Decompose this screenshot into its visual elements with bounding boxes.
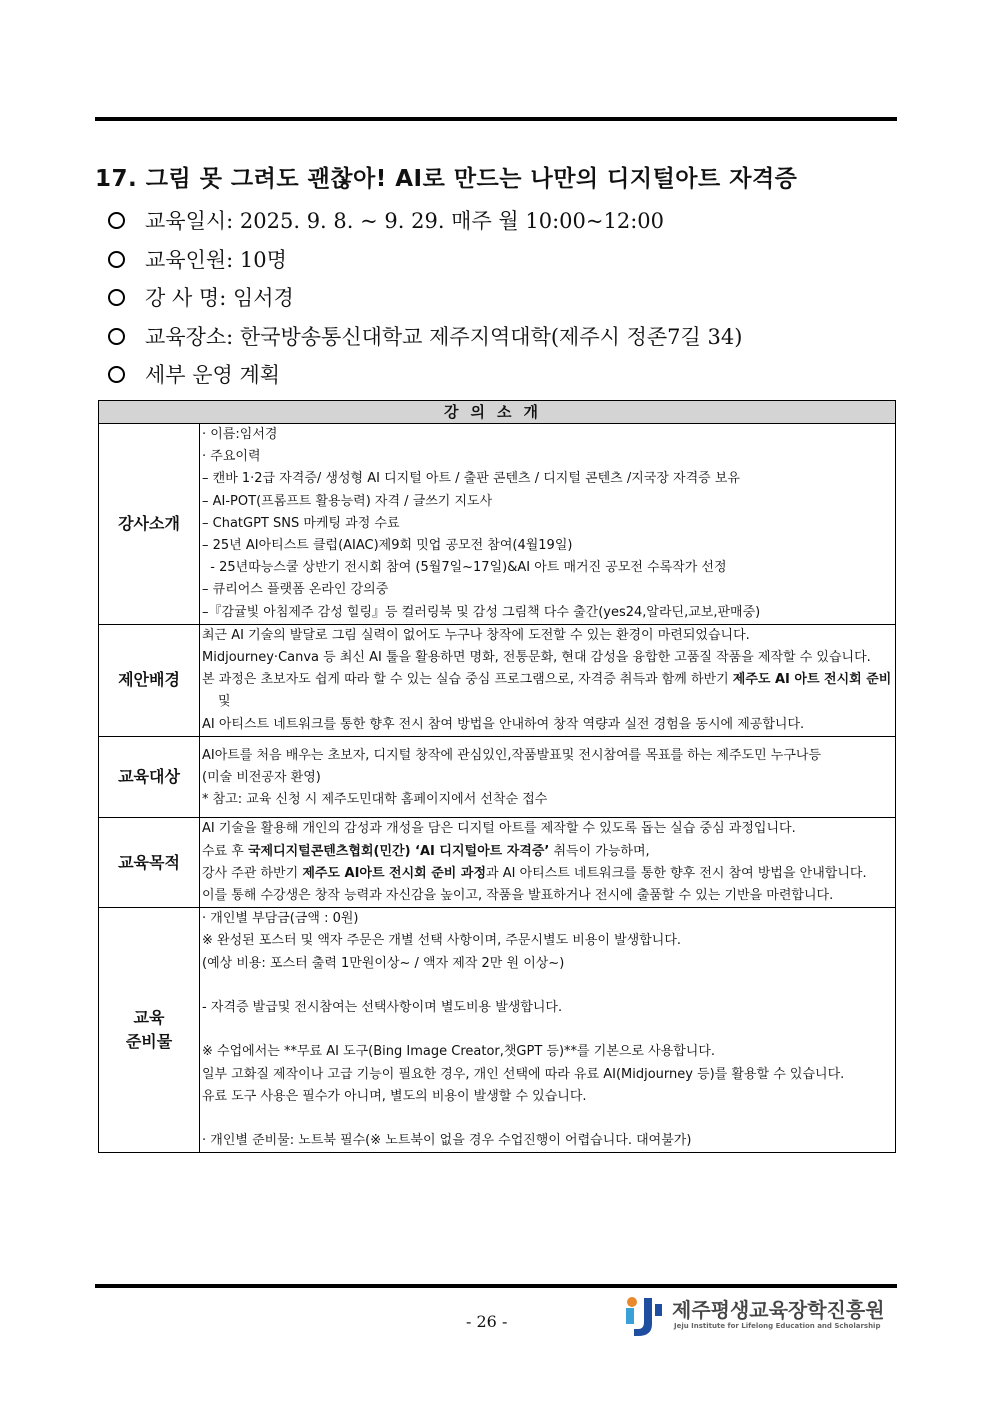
bold-text: 제주도 AI 아트 전시회 준비 bbox=[732, 672, 892, 688]
purpose-line: 이를 통해 수강생은 창작 능력과 자신감을 높이고, 작품을 발표하거나 전시에 출품할 수 있는 기반을 마련합니다. bbox=[202, 888, 834, 904]
row-label-background: 제안배경 bbox=[99, 624, 200, 736]
target-line: * 참고: 교육 신청 시 제주도민대학 홈페이지에서 선착순 접수 bbox=[202, 792, 548, 808]
circle-bullet-icon bbox=[108, 251, 125, 268]
logo-text-english: Jeju Institute for Lifelong Education and Scholarship bbox=[674, 1322, 881, 1330]
target-line: AI아트를 처음 배우는 초보자, 디지털 창작에 관심있인,작품발표및 전시참여를 목표를 하는 제주도민 누구나등 bbox=[202, 747, 821, 763]
background-content bbox=[200, 624, 896, 736]
materials-line: ※ 수업에서는 **무료 AI 도구(Bing Image Creator,챗GPT 등)**를 기본으로 사용합니다. bbox=[202, 1044, 716, 1060]
table-row-instructor bbox=[99, 424, 896, 625]
text-run: 과 AI 아티스트 네트워크를 통한 향후 전시 참여 방법을 안내합니다. bbox=[486, 865, 867, 881]
label-line: 교육 bbox=[133, 1008, 165, 1028]
instructor-line: – ChatGPT SNS 마케팅 과정 수료 bbox=[202, 515, 400, 531]
instructor-line: · 주요이력 bbox=[202, 449, 261, 465]
instructor-line: –『감귤빛 아침제주 감성 힐링』등 컬러링북 및 감성 그림책 다수 출간(yes24,알라딘,교보,판매중) bbox=[202, 604, 761, 620]
circle-bullet-icon bbox=[108, 366, 125, 383]
instructor-line: – AI-POT(프롬프트 활용능력) 자격 / 글쓰기 지도사 bbox=[202, 493, 493, 509]
instructor-line: – 큐리어스 플랫폼 온라인 강의중 bbox=[202, 582, 389, 598]
materials-line: ※ 완성된 포스터 및 액자 주문은 개별 선택 사항이며, 주문시별도 비용이 발생합니다. bbox=[202, 933, 682, 949]
bottom-rule bbox=[95, 1284, 897, 1288]
materials-line: · 개인별 준비물: 노트북 필수(※ 노트북이 없을 경우 수업진행이 어렵습니다. 대여불가) bbox=[202, 1133, 692, 1149]
background-line bbox=[202, 669, 895, 713]
row-label-instructor: 강사소개 bbox=[99, 424, 200, 625]
instructor-line: – 25년 AI아티스트 클럽(AIAC)제9회 밋업 공모전 참여(4월19일) bbox=[202, 538, 573, 554]
instructor-content bbox=[200, 424, 896, 625]
top-rule bbox=[95, 117, 897, 121]
materials-content bbox=[200, 908, 896, 1153]
circle-bullet-icon bbox=[108, 289, 125, 306]
instructor-line: - 25년따능스쿨 상반기 전시회 참여 (5월7일~17일)&AI 아트 매거진 공모전 수록작가 선정 bbox=[202, 560, 727, 576]
instructor-line: · 이름:임서경 bbox=[202, 427, 278, 442]
target-content bbox=[200, 736, 896, 818]
row-label-materials bbox=[99, 908, 200, 1153]
overview-item: 교육장소: 한국방송통신대학교 제주지역대학(제주시 정존7길 34) bbox=[108, 318, 742, 357]
materials-line: · 개인별 부담금(금액 : 0원) bbox=[202, 911, 359, 927]
materials-line: - 자격증 발급및 전시참여는 선택사항이며 별도비용 발생합니다. bbox=[202, 1000, 563, 1016]
text-run: 본 과정은 초보자도 쉽게 따라 할 수 있는 실습 중심 프로그램으로, 자격증 취득과 함께 하반기 bbox=[202, 672, 733, 688]
purpose-line bbox=[202, 863, 895, 885]
purpose-content bbox=[200, 818, 896, 908]
overview-list bbox=[108, 202, 742, 395]
page-number: - 26 - bbox=[466, 1312, 508, 1331]
text-run: 강사 주관 하반기 bbox=[202, 865, 303, 881]
text-run: 및 bbox=[218, 694, 231, 710]
table-row-background bbox=[99, 624, 896, 736]
label-line: 준비물 bbox=[125, 1032, 173, 1052]
text-run: 수료 후 bbox=[202, 843, 248, 859]
section-title: 17. 그림 못 그려도 괜찮아! AI로 만드는 나만의 디지털아트 자격증 bbox=[95, 166, 798, 192]
purpose-line: AI 기술을 활용해 개인의 감성과 개성을 담은 디지털 아트를 제작할 수 있도록 돕는 실습 중심 과정입니다. bbox=[202, 821, 796, 837]
circle-bullet-icon bbox=[108, 212, 125, 229]
materials-line: (예상 비용: 포스터 출력 1만원이상~ / 액자 제작 2만 원 이상~) bbox=[202, 955, 565, 971]
circle-bullet-icon bbox=[108, 328, 125, 345]
bold-text: 제주도 AI아트 전시회 준비 과정 bbox=[302, 865, 487, 881]
materials-line: 일부 고화질 제작이나 고급 기능이 필요한 경우, 개인 선택에 따라 유료 AI(Midjourney 등)를 활용할 수 있습니다. bbox=[202, 1066, 845, 1082]
table-row-materials bbox=[99, 908, 896, 1153]
course-plan-table bbox=[98, 400, 896, 1153]
table-header: 강의소개 bbox=[99, 401, 896, 424]
table-row-target bbox=[99, 736, 896, 818]
spacer bbox=[202, 1108, 895, 1130]
spacer bbox=[202, 1019, 895, 1041]
background-line: AI 아티스트 네트워크를 통한 향후 전시 참여 방법을 안내하여 창작 역량과 실전 경험을 동시에 제공합니다. bbox=[202, 716, 805, 732]
logo-mark-icon bbox=[622, 1294, 666, 1338]
text-run: 취득이 가능하며, bbox=[549, 843, 650, 859]
purpose-line bbox=[202, 841, 895, 863]
materials-line: 유료 도구 사용은 필수가 아니며, 별도의 비용이 발생할 수 있습니다. bbox=[202, 1088, 587, 1104]
table-row-purpose bbox=[99, 818, 896, 908]
background-line: 최근 AI 기술의 발달로 그림 실력이 없어도 누구나 창작에 도전할 수 있는 환경이 마련되었습니다. bbox=[202, 627, 750, 643]
overview-item: 강 사 명: 임서경 bbox=[108, 279, 742, 318]
target-line: (미술 비전공자 환영) bbox=[202, 770, 321, 786]
overview-item: 세부 운영 계획 bbox=[108, 356, 742, 395]
bold-text: 국제디지털콘텐츠협회(민간) ‘AI 디지털아트 자격증’ bbox=[247, 843, 550, 859]
logo-text-korean: 제주평생교육장학진흥원 bbox=[672, 1298, 885, 1322]
row-label-target: 교육대상 bbox=[99, 736, 200, 818]
overview-item: 교육인원: 10명 bbox=[108, 241, 742, 280]
row-label-purpose: 교육목적 bbox=[99, 818, 200, 908]
table-header-row bbox=[99, 401, 896, 424]
institute-logo bbox=[622, 1292, 892, 1340]
background-line: Midjourney·Canva 등 최신 AI 툴을 활용하면 명화, 전통문화, 현대 감성을 융합한 고품질 작품을 제작할 수 있습니다. bbox=[202, 650, 871, 666]
overview-item: 교육일시: 2025. 9. 8. ~ 9. 29. 매주 월 10:00~12:00 bbox=[108, 202, 742, 241]
spacer bbox=[202, 975, 895, 997]
instructor-line: – 캔바 1·2급 자격증/ 생성형 AI 디지털 아트 / 출판 콘텐츠 / 디지털 콘텐츠 /지국장 자격증 보유 bbox=[202, 471, 740, 487]
